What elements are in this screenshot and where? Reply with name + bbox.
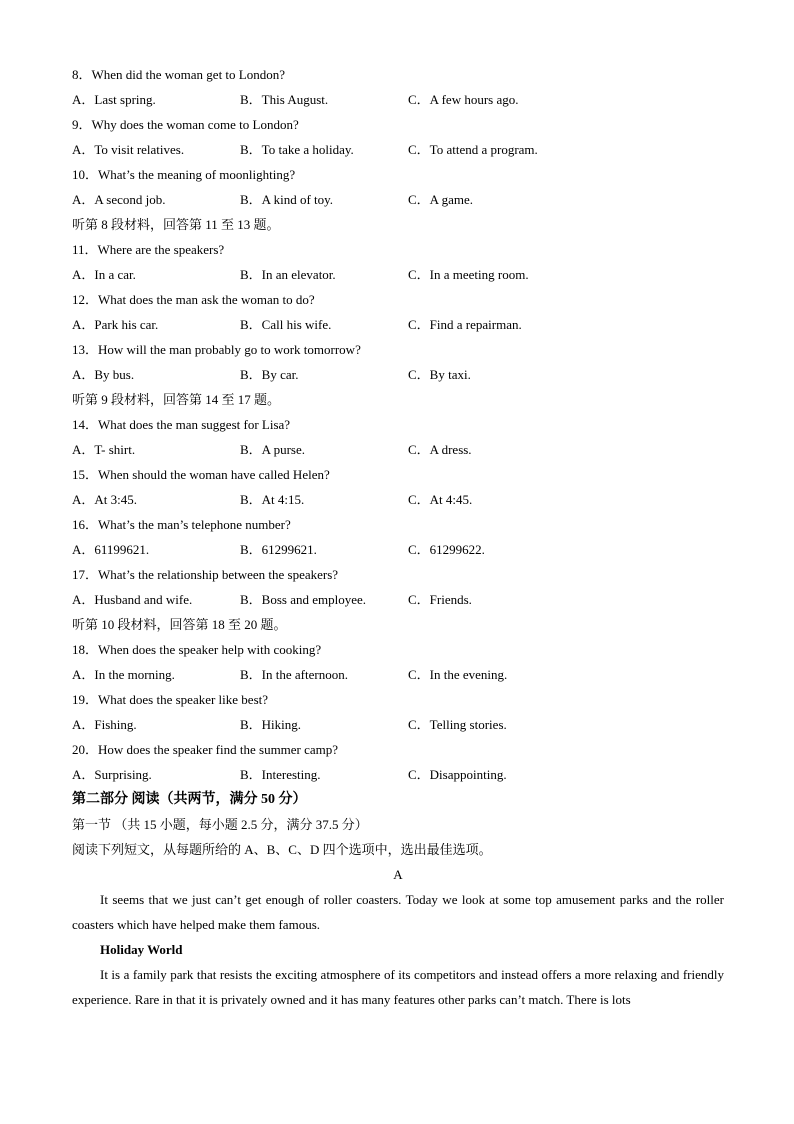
- question-18: 18．When does the speaker help with cooking?: [72, 642, 322, 657]
- question-8: 8．When did the woman get to London?: [72, 67, 286, 82]
- exam-page: [72, 62, 724, 1012]
- option-a: A．A second job.: [72, 192, 166, 207]
- option-a: A．T- shirt.: [72, 442, 136, 457]
- option-a: A．61199621.: [72, 542, 150, 557]
- option-b: B．Boss and employee.: [240, 592, 367, 607]
- options-10: [72, 187, 724, 212]
- option-c: C．A game.: [408, 192, 473, 207]
- options-8: [72, 87, 724, 112]
- option-c: C．In a meeting room.: [408, 267, 529, 282]
- options-11: [72, 262, 724, 287]
- option-b: B．This August.: [240, 92, 329, 107]
- option-b: B．To take a holiday.: [240, 142, 354, 157]
- question-16: 16．What’s the man’s telephone number?: [72, 517, 291, 532]
- option-a: A．Last spring.: [72, 92, 156, 107]
- options-18: [72, 662, 724, 687]
- instruction-8: 听第 8 段材料，回答第 11 至 13 题。: [72, 217, 280, 232]
- option-a: A．In a car.: [72, 267, 136, 282]
- option-c: C．In the evening.: [408, 667, 508, 682]
- option-c: C．A few hours ago.: [408, 92, 519, 107]
- option-c: C．61299622.: [408, 542, 485, 557]
- passage-intro: It seems that we just can’t get enough of roller coasters. Today we look at some top amusement parks and the roller coasters which have helped make them famous.: [72, 892, 724, 932]
- option-a: A．By bus.: [72, 367, 135, 382]
- question-14: 14．What does the man suggest for Lisa?: [72, 417, 291, 432]
- option-b: B．Interesting.: [240, 767, 321, 782]
- options-9: [72, 137, 724, 162]
- option-a: A．Fishing.: [72, 717, 137, 732]
- instruction-9: 听第 9 段材料，回答第 14 至 17 题。: [72, 392, 281, 407]
- passage-label: A: [393, 867, 403, 882]
- question-10: 10．What’s the meaning of moonlighting?: [72, 167, 296, 182]
- instruction-10: 听第 10 段材料，回答第 18 至 20 题。: [72, 617, 287, 632]
- option-a: A．Park his car.: [72, 317, 159, 332]
- options-19: [72, 712, 724, 737]
- options-12: [72, 312, 724, 337]
- passage-body: It is a family park that resists the exciting atmosphere of its competitors and instead offers a more relaxing and friendly experience. Rare in that it is privately owned and it has many features other parks can’t match. There is lots: [72, 967, 724, 1007]
- option-b: B．61299621.: [240, 542, 317, 557]
- option-c: C．Telling stories.: [408, 717, 507, 732]
- option-b: B．In an elevator.: [240, 267, 336, 282]
- option-b: B．In the afternoon.: [240, 667, 348, 682]
- option-c: C．Disappointing.: [408, 767, 507, 782]
- option-b: B．By car.: [240, 367, 299, 382]
- option-c: C．At 4:45.: [408, 492, 473, 507]
- section1-title: 第一节 （共 15 小题，每小题 2.5 分，满分 37.5 分）: [72, 817, 368, 832]
- option-a: A．In the morning.: [72, 667, 175, 682]
- option-b: B．A purse.: [240, 442, 306, 457]
- question-17: 17．What’s the relationship between the speakers?: [72, 567, 339, 582]
- question-11: 11．Where are the speakers?: [72, 242, 225, 257]
- option-c: C．A dress.: [408, 442, 472, 457]
- question-12: 12．What does the man ask the woman to do?: [72, 292, 315, 307]
- option-b: B．Hiking.: [240, 717, 302, 732]
- question-20: 20．How does the speaker find the summer camp?: [72, 742, 339, 757]
- option-c: C．To attend a program.: [408, 142, 538, 157]
- part2-title: 第二部分 阅读（共两节，满分 50 分）: [72, 792, 307, 807]
- options-20: [72, 762, 724, 787]
- options-16: [72, 537, 724, 562]
- option-c: C．Friends.: [408, 592, 472, 607]
- options-15: [72, 487, 724, 512]
- options-14: [72, 437, 724, 462]
- option-c: C．Find a repairman.: [408, 317, 522, 332]
- option-b: B．A kind of toy.: [240, 192, 334, 207]
- section1-instruction: 阅读下列短文，从每题所给的 A、B、C、D 四个选项中，选出最佳选项。: [72, 842, 492, 857]
- option-a: A．Husband and wife.: [72, 592, 193, 607]
- passage-subheading: Holiday World: [100, 942, 183, 957]
- option-b: B．At 4:15.: [240, 492, 305, 507]
- option-a: A．To visit relatives.: [72, 142, 185, 157]
- options-13: [72, 362, 724, 387]
- option-c: C．By taxi.: [408, 367, 471, 382]
- question-19: 19．What does the speaker like best?: [72, 692, 269, 707]
- question-15: 15．When should the woman have called Helen?: [72, 467, 330, 482]
- options-17: [72, 587, 724, 612]
- option-a: A．At 3:45.: [72, 492, 138, 507]
- question-13: 13．How will the man probably go to work tomorrow?: [72, 342, 361, 357]
- question-9: 9．Why does the woman come to London?: [72, 117, 299, 132]
- option-a: A．Surprising.: [72, 767, 152, 782]
- option-b: B．Call his wife.: [240, 317, 332, 332]
